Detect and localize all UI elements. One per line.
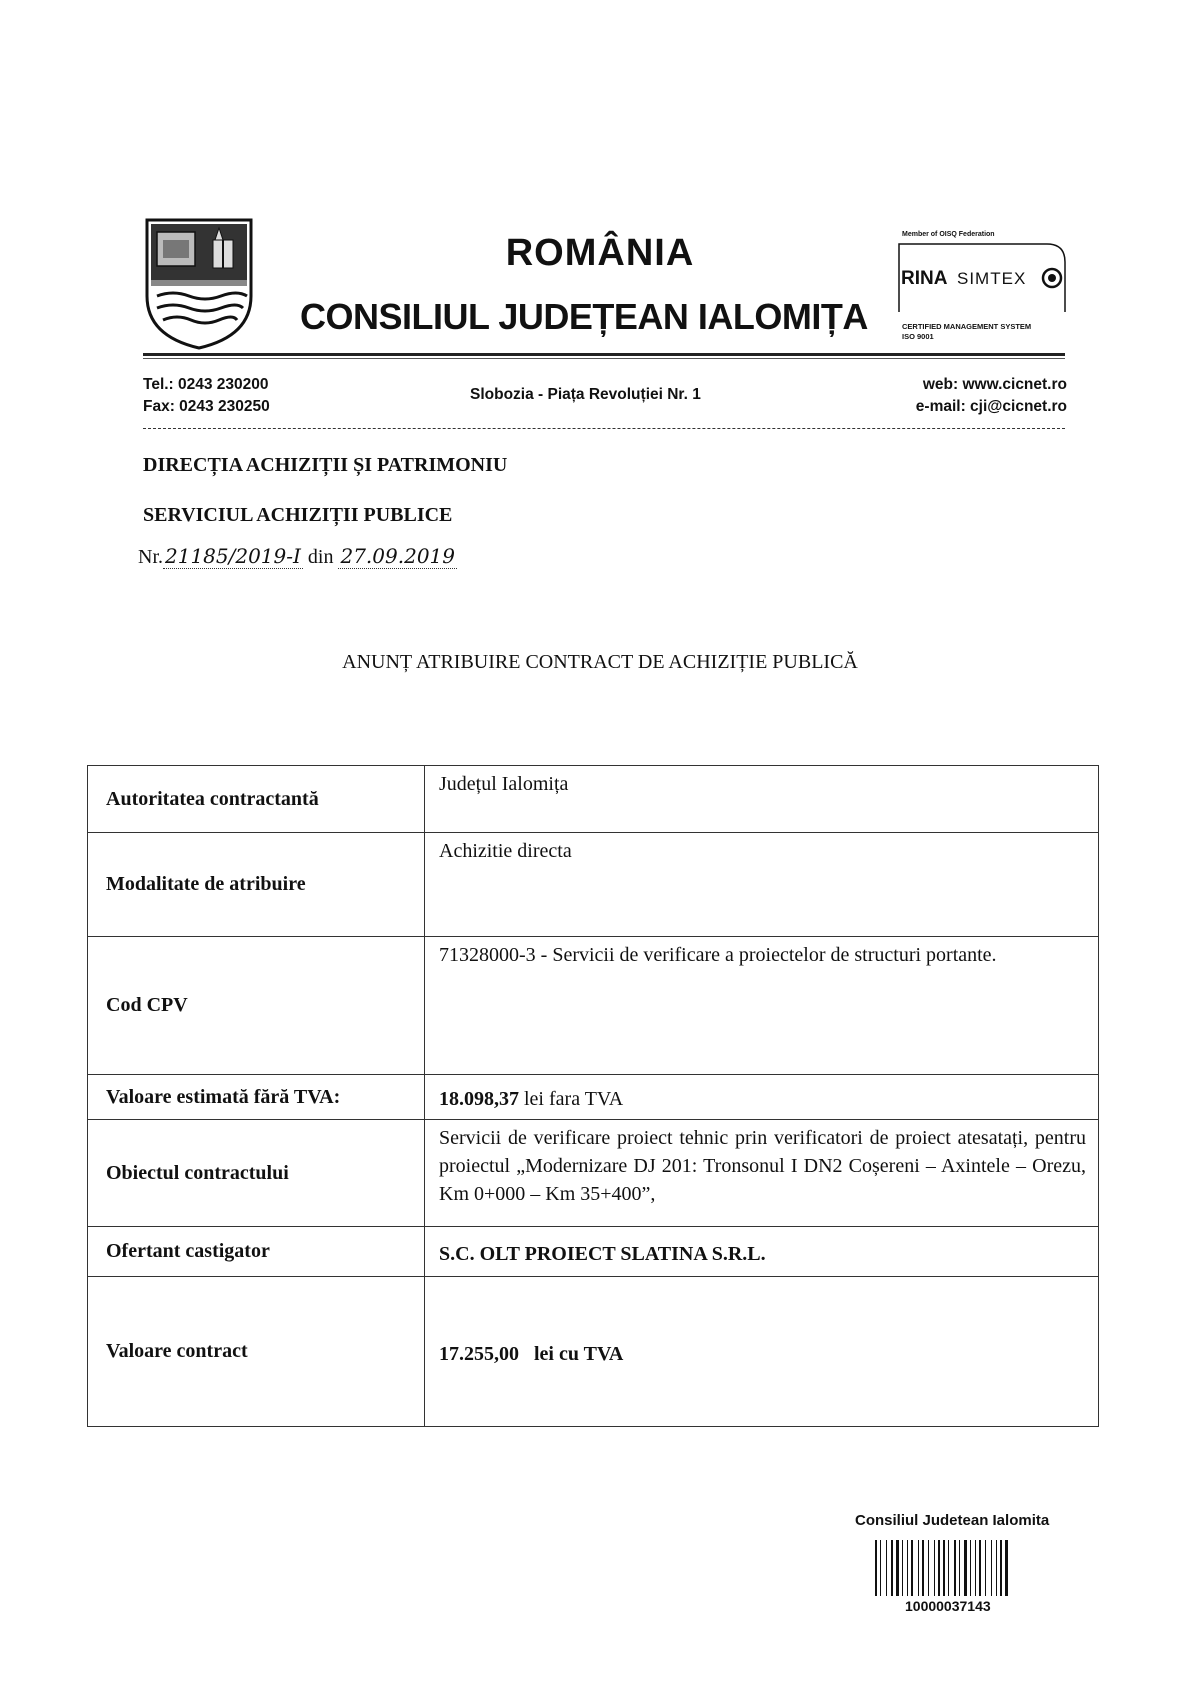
method-label: Modalitate de atribuire — [88, 833, 425, 937]
barcode-bar — [934, 1540, 935, 1596]
svg-text:SIMTEX: SIMTEX — [957, 269, 1027, 288]
barcode-label: Consiliul Judetean Ialomita — [855, 1512, 1050, 1529]
contract-label: Valoare contract — [88, 1277, 425, 1427]
cert-system-text — [902, 322, 1031, 342]
barcode-number: 10000037143 — [905, 1598, 991, 1614]
barcode-image — [873, 1540, 1043, 1596]
barcode-bar — [886, 1540, 887, 1596]
phone-fax-block — [143, 374, 270, 418]
institution-title: CONSILIUL JUDEȚEAN IALOMIȚA — [300, 296, 868, 337]
estimated-amount: 18.098,37 — [439, 1088, 519, 1110]
din-label: din — [307, 546, 334, 568]
header-rule — [143, 353, 1065, 356]
email: e-mail: cji@cicnet.ro — [915, 398, 1067, 415]
barcode-bar — [911, 1540, 913, 1596]
barcode-bar — [907, 1540, 908, 1596]
rina-simtex-logo — [897, 242, 1067, 314]
web-email-block — [880, 374, 1067, 418]
svg-text:RINA: RINA — [901, 268, 948, 289]
barcode-bar — [928, 1540, 929, 1596]
barcode-bar — [880, 1540, 881, 1596]
barcode-bar — [979, 1540, 981, 1596]
country-title: ROMÂNIA — [505, 232, 695, 274]
table-row-cpv — [88, 937, 1099, 1075]
document-title: ANUNȚ ATRIBUIRE CONTRACT DE ACHIZIȚIE PUBLICĂ — [342, 651, 858, 673]
estimated-value — [425, 1075, 1099, 1120]
barcode-bar — [1000, 1540, 1002, 1596]
barcode-bar — [938, 1540, 940, 1596]
winner-label: Ofertant castigator — [88, 1227, 425, 1277]
cert-line-2: ISO 9001 — [902, 332, 934, 341]
service-name: SERVICIUL ACHIZIȚII PUBLICE — [143, 504, 453, 526]
barcode-bar — [975, 1540, 976, 1596]
table-row-object — [88, 1120, 1099, 1227]
estimated-suffix: lei fara TVA — [519, 1088, 624, 1110]
barcode-bar — [985, 1540, 986, 1596]
barcode-bar — [918, 1540, 919, 1596]
barcode-bar — [891, 1540, 893, 1596]
registration-number: 21185/2019-I — [165, 544, 301, 568]
barcode-bar — [875, 1540, 877, 1596]
barcode-bar — [959, 1540, 960, 1596]
award-details-table — [87, 765, 1099, 1427]
object-label: Obiectul contractului — [88, 1120, 425, 1227]
winner-value: S.C. OLT PROIECT SLATINA S.R.L. — [425, 1227, 1099, 1277]
header-rule-thin — [143, 358, 1065, 359]
table-row-estimated — [88, 1075, 1099, 1120]
barcode-bar — [896, 1540, 899, 1596]
barcode-bar — [1005, 1540, 1008, 1596]
cert-member-text: Member of OISQ Federation — [902, 231, 995, 238]
barcode-bar — [922, 1540, 924, 1596]
address: Slobozia - Piața Revoluției Nr. 1 — [470, 386, 701, 403]
barcode-bar — [902, 1540, 903, 1596]
registration-line — [138, 544, 457, 569]
barcode-bar — [954, 1540, 956, 1596]
authority-label: Autoritatea contractantă — [88, 766, 425, 833]
cpv-value: 71328000-3 - Servicii de verificare a proiectelor de structuri portante. — [425, 937, 1099, 1075]
barcode-bar — [948, 1540, 949, 1596]
contract-value — [425, 1277, 1099, 1427]
table-row-contract — [88, 1277, 1099, 1427]
method-value: Achizitie directa — [425, 833, 1099, 937]
nr-label: Nr. — [138, 546, 163, 568]
registration-date: 27.09.2019 — [340, 544, 455, 568]
website: web: www.cicnet.ro — [922, 376, 1067, 393]
department-name: DIRECȚIA ACHIZIȚII ȘI PATRIMONIU — [143, 454, 508, 476]
barcode-bar — [970, 1540, 971, 1596]
fax-number: Fax: 0243 230250 — [143, 398, 270, 415]
authority-value: Județul Ialomița — [425, 766, 1099, 833]
barcode-bar — [991, 1540, 992, 1596]
contact-rule — [143, 428, 1065, 429]
object-value: Servicii de verificare proiect tehnic prin verificatori de proiect atesatați, pentru proiectul „Modernizare DJ 201: Tronsonul I DN2 Coșereni – Axintele – Orezu, Km 0+000 – Km 35+400”, — [425, 1120, 1099, 1227]
barcode-bar — [964, 1540, 967, 1596]
phone-number: Tel.: 0243 230200 — [143, 376, 269, 393]
barcode-bar — [996, 1540, 997, 1596]
barcode-bar — [943, 1540, 945, 1596]
contract-amount: 17.255,00 — [439, 1342, 519, 1365]
cpv-label: Cod CPV — [88, 937, 425, 1075]
cert-line-1: CERTIFIED MANAGEMENT SYSTEM — [902, 322, 1032, 331]
estimated-label: Valoare estimată fără TVA: — [88, 1075, 425, 1120]
contract-suffix: lei cu TVA — [534, 1342, 624, 1365]
table-row-authority — [88, 766, 1099, 833]
table-row-method — [88, 833, 1099, 937]
table-row-winner — [88, 1227, 1099, 1277]
